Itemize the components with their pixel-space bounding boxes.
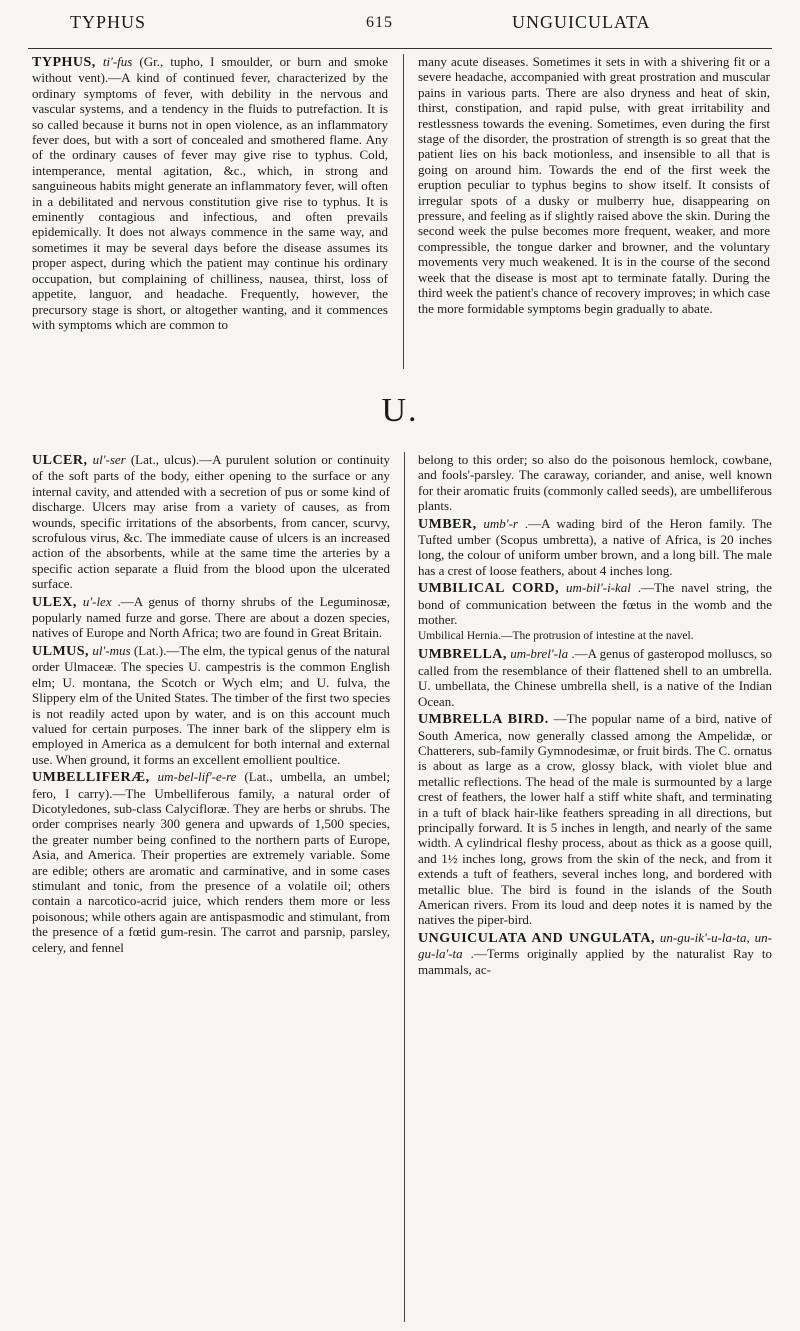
page-number: 615 bbox=[366, 14, 393, 31]
dictionary-entry bbox=[32, 452, 390, 592]
entry-headword: UMBRELLA, bbox=[418, 647, 507, 663]
dictionary-entry bbox=[32, 769, 390, 955]
dictionary-entry bbox=[32, 54, 388, 332]
entry-pronunciation: un-gu-ik'-u-la-ta, un-gu-la'-ta bbox=[418, 929, 772, 962]
header-right-word: UNGUICULATA bbox=[512, 12, 651, 32]
section-letter: U. bbox=[381, 392, 419, 429]
entry-text: belong to this order; so also do the poisonous hemlock, cowbane, and fools'-parsley. The caraway, coriander, and anise, well known for their aromatic fruits (commonly called seeds), are umbelliferous plants. bbox=[418, 452, 772, 514]
entry-pronunciation: ul'-ser bbox=[92, 452, 126, 467]
bottom-left-column bbox=[32, 452, 390, 957]
entry-headword: UMBRELLA BIRD. bbox=[418, 712, 549, 728]
entry-text: —The popular name of a bird, native of South America, now generally classed among the Ampelidæ, or Chatterers, sub-family Gymnodesimæ, or fruit birds. The C. ornatus is about as large as a crow, glossy black, with violet blue and metallic reflections. The head of the male is surmounted by a large crest of feathers, the lower half a stiff white shaft, and terminating in a tuft of black hair-like feathers spreading in all directions, but principally forward. It is 5 inches in length, and nearly of the same width. A cylindrical fleshy process, about as thick as a goose quill, and 1½ inches long, grows from the skin of the neck, and from it extends a tuft of feathers, several inches long, and bordered with metallic blue. The bird is found in the islands of the South American rivers. From its loud and deep notes it is named by the natives the piper-bird. bbox=[418, 711, 772, 928]
entry-text: (Lat.).—The elm, the typical genus of the natural order Ulmaceæ. The species U. campestris is the common English elm; U. montana, the Scotch or Wych elm; and U. fulva, the Slippery elm of the United States. The timber of the first two species is not readily acted upon by water, and is on this account much valued for certain purposes. The inner bark of the slippery elm is employed in America as a demulcent for both internal and external use. When ground, it forms an excellent emollient poultice. bbox=[32, 642, 391, 767]
entry-pronunciation: ti'-fus bbox=[102, 54, 133, 69]
column-divider-top bbox=[403, 54, 404, 369]
entry-text: (Lat., umbella, an umbel; fero, I carry).—The Umbelliferous family, a natural order of Dicotyledones, sub-class Calycifloræ. They are herbs or shrubs. The order comprises nearly 300 genera and upwards of 1,500 species, the greater number being confined to the northern parts of Europe, Asia, and America. Their properties are extremely variable. Some are edible; others are aromatic and carminative, and in some cases stimulant and tonic, from the presence of a volatile oil; others contain a narcotico-acrid juice, which renders them more or less poisonous; while others again are antispasmodic and stimulant, from the presence of a fœtid gum-resin. The carrot and parsnip, parsley, celery, and fennel bbox=[32, 769, 391, 955]
entry-text: (Lat., ulcus).—A purulent solution or continuity of the soft parts of the body, either opening to the surface or any internal cavity, and attended with a secretion of pus or some kind of discharge. Ulcers may arise from a variety of causes, as from wounds, specific irritations of the absorbents, from cancer, scurvy, scrofulous virus, &c. The immediate cause of ulcers is an increased action of the absorbents, while at the same time the arteries by a specific action separate a fluid from the blood upon the ulcerated surface. bbox=[32, 452, 390, 592]
entry-continuation bbox=[418, 452, 772, 514]
entry-headword: UMBELLIFERÆ, bbox=[32, 770, 150, 786]
dictionary-entry bbox=[418, 711, 772, 928]
entry-text: .—A genus of thorny shrubs of the Leguminosæ, popularly named furze and gorse. There are about a dozen species, natives of Europe and North Africa; two are found in Great Britain. bbox=[32, 593, 391, 641]
column-divider-bottom bbox=[404, 452, 405, 1322]
entry-text: many acute diseases. Sometimes it sets in with a shivering fit or a severe headache, accompanied with great prostration and muscular pains in various parts. There are also dryness and heat of skin, thirst, constipation, and rapid pulse, with great irritability and restlessness towards the evening. Sometimes, even during the first stage of the disorder, the prostration of strength is so great that the patient lies on his back motionless, and insensible to all that is going on around him. Towards the end of the first week the eruption peculiar to typhus begins to show itself. It consists of irregular spots of a dusky or mulberry hue, disappearing on pressure, and feeling as if slightly raised above the skin. During the second week the pulse becomes more frequent, weaker, and more compressible, the tongue darker and browner, and the voluntary movements very much weakened. It is in the course of the second week that the disease is most apt to terminate fatally. During the third week the patient's chance of recovery improves; in which case the more formidable symptoms begin gradually to abate. bbox=[418, 54, 770, 316]
entry-pronunciation: um-bel-lif'-e-re bbox=[157, 769, 237, 785]
header-left-word: TYPHUS bbox=[70, 12, 147, 32]
dictionary-entry bbox=[418, 516, 772, 579]
dictionary-entry bbox=[32, 594, 390, 641]
top-right-column bbox=[418, 54, 770, 318]
entry-headword: UMBILICAL CORD, bbox=[418, 581, 560, 597]
entry-text: .—The navel string, the bond of communication between the fœtus in the womb and the mother. bbox=[418, 580, 773, 628]
entry-text: .—A genus of gasteropod molluscs, so called from the resemblance of their flattened shell to an umbrella. U. umbellata, the Chinese umbrella shell, is a native of the Indian Ocean. bbox=[418, 646, 773, 709]
running-header bbox=[28, 12, 772, 40]
entry-headword: ULCER, bbox=[32, 453, 88, 468]
entry-pronunciation: um-bil'-i-kal bbox=[566, 580, 631, 596]
sub-entry bbox=[418, 629, 772, 643]
entry-pronunciation: um-brel'-la bbox=[510, 646, 569, 662]
dictionary-entry bbox=[418, 930, 772, 977]
entry-text: .—A wading bird of the Heron family. The Tufted umber (Scopus umbretta), a native of Africa, is 20 inches long, the colour of uniform umber brown, and a long bill. The male has a crest of loose feathers, about 4 inches long. bbox=[418, 515, 772, 578]
sub-entry-text: Umbilical Hernia.—The protrusion of intestine at the navel. bbox=[418, 630, 694, 643]
top-left-column bbox=[32, 54, 388, 334]
bottom-right-column bbox=[418, 452, 772, 979]
entry-headword: UNGUICULATA AND UNGULATA, bbox=[418, 930, 655, 946]
entry-headword: ULMUS, bbox=[32, 643, 90, 659]
dictionary-entry bbox=[32, 643, 390, 767]
entry-headword: ULEX, bbox=[32, 594, 77, 610]
entry-headword: UMBER, bbox=[418, 516, 477, 532]
dictionary-entry bbox=[418, 580, 772, 627]
entry-continuation bbox=[418, 54, 770, 316]
dictionary-entry bbox=[418, 646, 772, 709]
entry-text: (Gr., tupho, I smoulder, or burn and smoke without vent).—A kind of continued fever, characterized by the ordinary symptoms of fever, with debility in the nervous and vascular systems, and a tendency in the fluids to putrefaction. It is so called because it burns not in open violence, as an inflammatory fever does, but with a sort of concealed and smothered flame. Any of the ordinary causes of fever may give rise to typhus. Cold, intemperance, mental agitation, &c., which, in strong and sanguineous habits might generate an inflammatory fever, will often in a debilitated and nervous constitution give rise to typhus. It is eminently contagious and infectious, and often prevails epidemically. It does not always commence in the same way, and sometimes it may be several days before the disease assumes its proper aspect, during which the patient may continue his ordinary occupation, but complaining of chilliness, nausea, thirst, loss of appetite, languor, and headache. Frequently, however, the precursory stage is short, or altogether wanting, and it commences with symptoms which are common to bbox=[32, 54, 389, 332]
entry-headword: TYPHUS, bbox=[32, 55, 96, 70]
entry-pronunciation: ul'-mus bbox=[92, 642, 131, 658]
entry-text: .—Terms originally applied by the naturalist Ray to mammals, ac- bbox=[418, 946, 772, 977]
entry-pronunciation: u'-lex bbox=[82, 593, 112, 609]
entry-pronunciation: umb'-r bbox=[483, 515, 518, 531]
header-rule bbox=[28, 48, 772, 49]
